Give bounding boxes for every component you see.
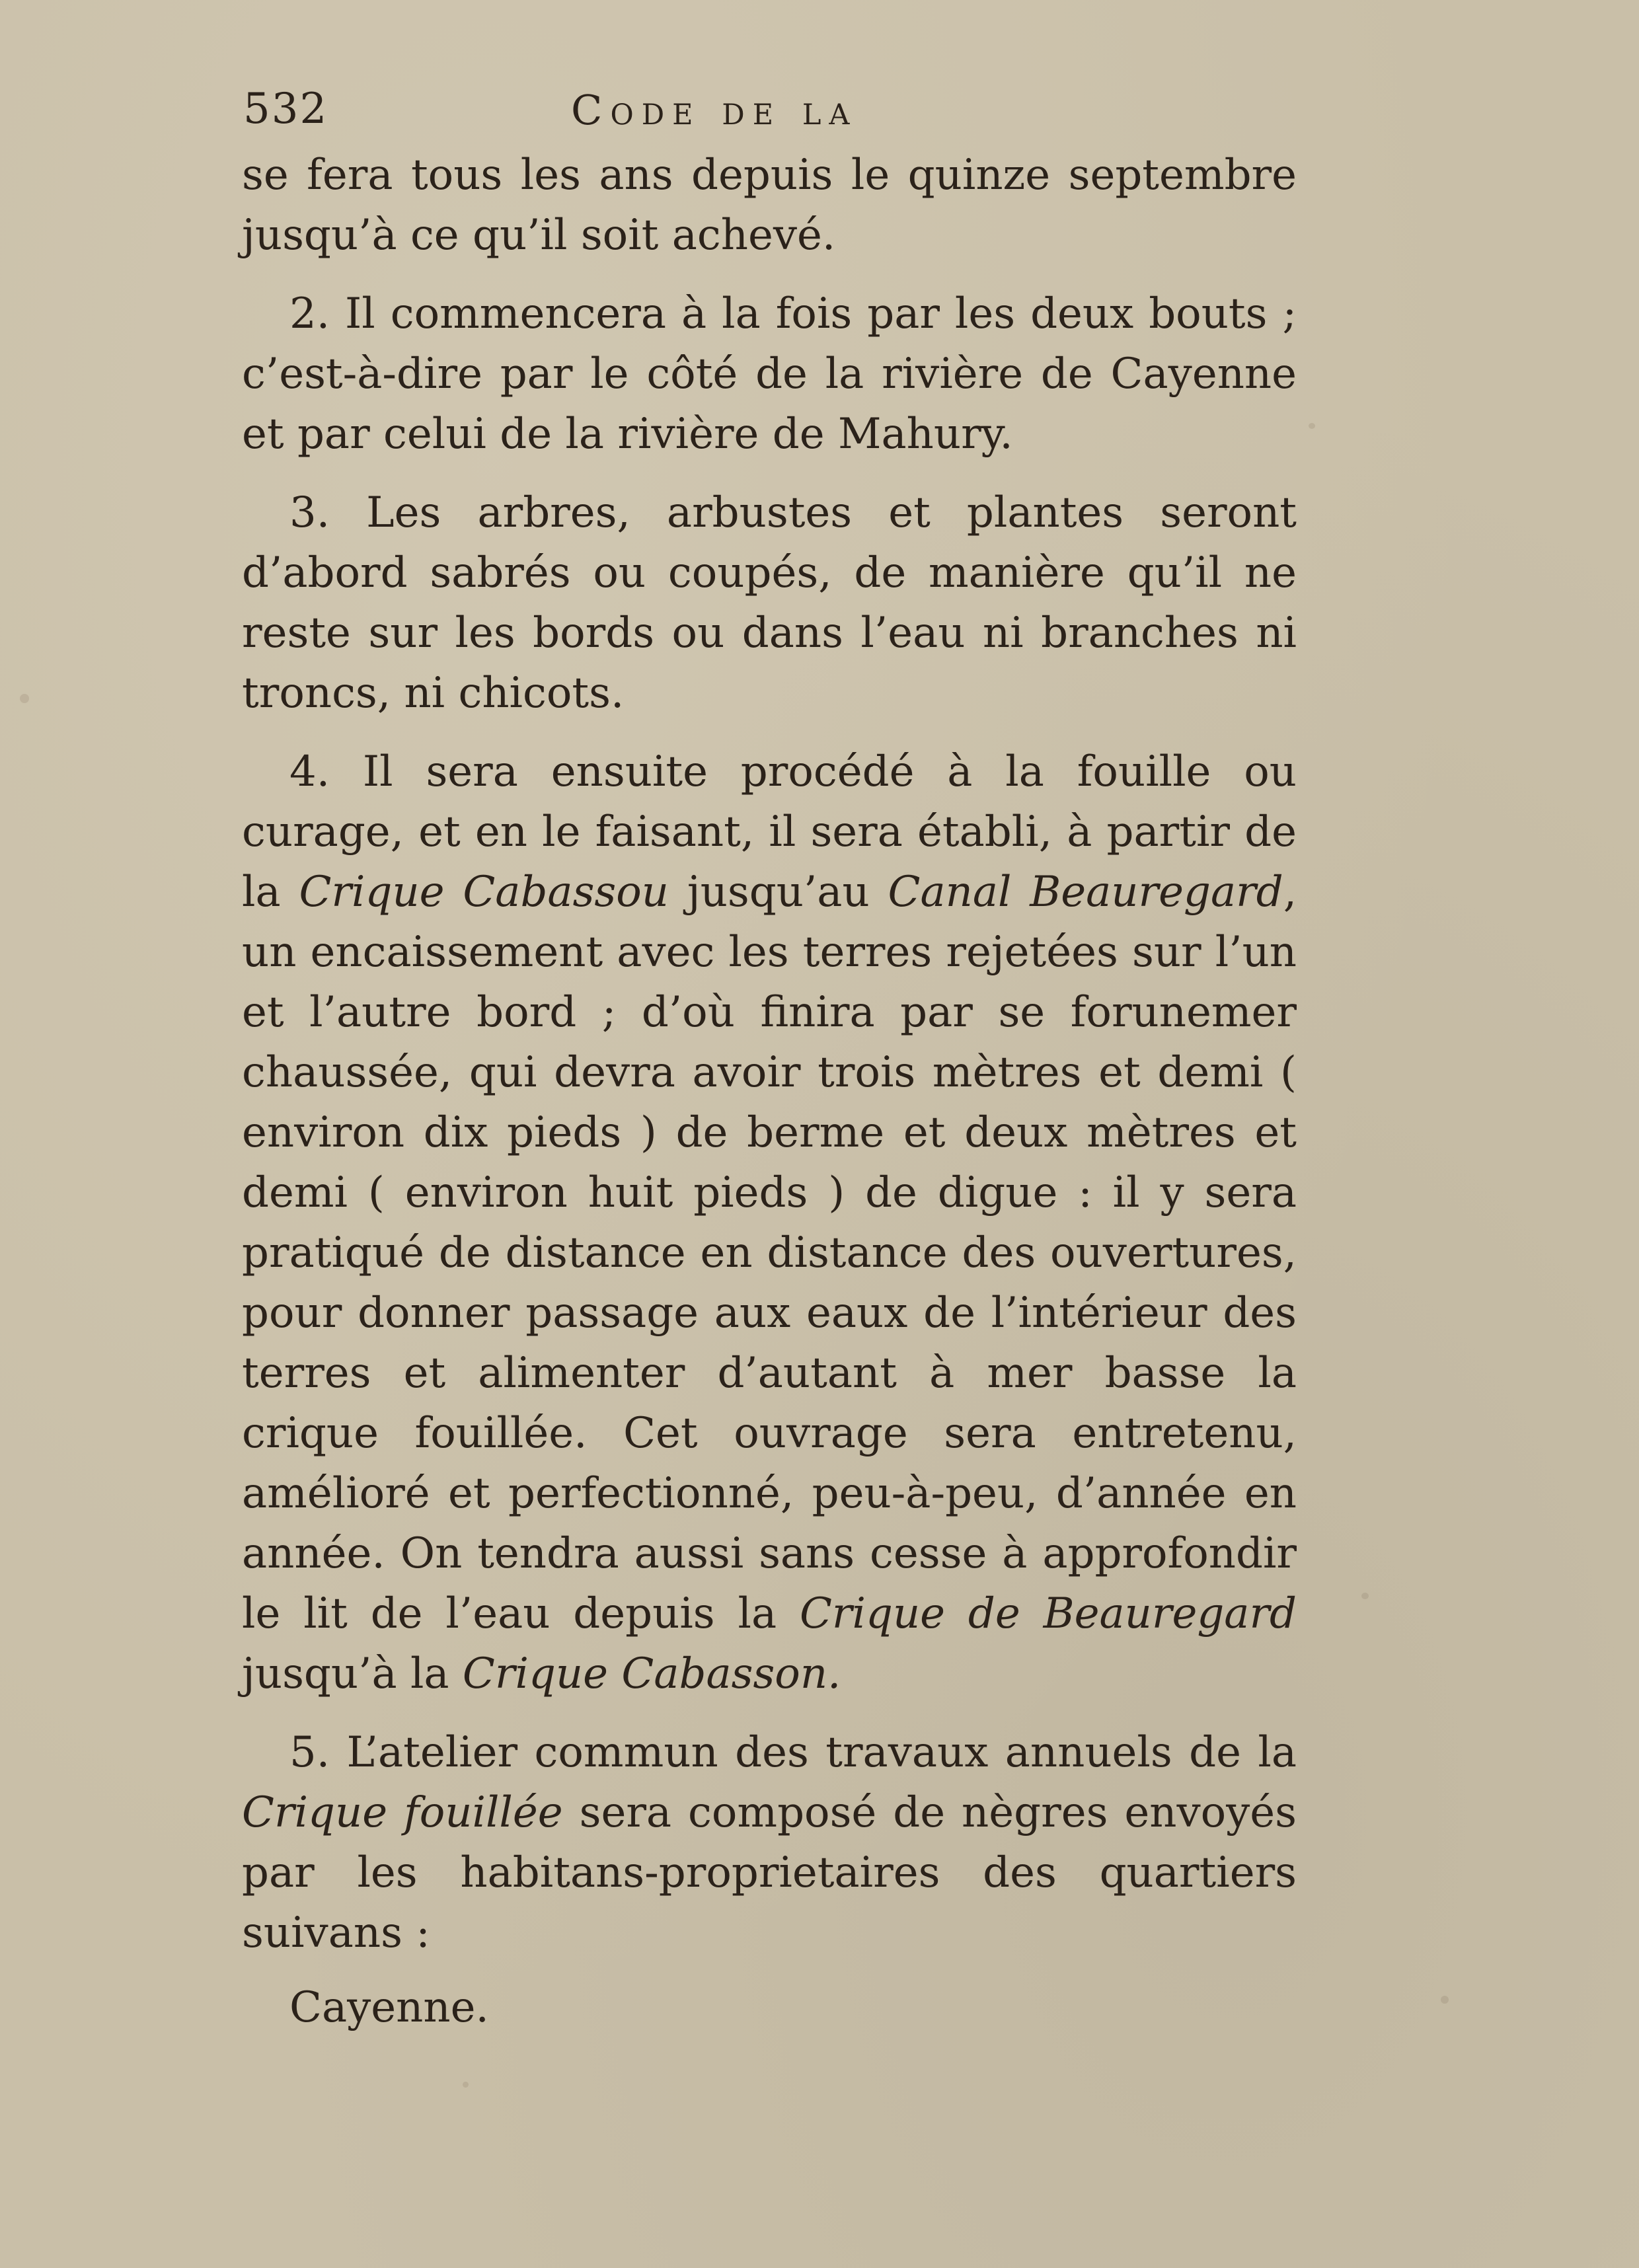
quarter-name: Cayenne. xyxy=(289,1983,489,2032)
article-4 xyxy=(242,742,1297,1704)
article-2: 2. Il commencera à la fois par les deux bouts ; c’est-à-dire par le côté de la rivière de Cayenne et par celui de la rivière de Mahury. xyxy=(242,289,1297,459)
article-4-text: 4. Il sera ensuite procédé à la fouille ou curage, et en le faisant, il sera établi, à partir de la xyxy=(242,747,1297,917)
paper-speck xyxy=(1361,1593,1369,1599)
article-4-text: jusqu’à la xyxy=(242,1649,449,1698)
place-crique-cabassou: Crique Cabassou xyxy=(299,868,669,917)
running-head xyxy=(243,85,1301,137)
place-crique-cabasson: Crique Cabasson. xyxy=(462,1649,841,1698)
paragraph-continuation: se fera tous les ans depuis le quinze septembre jusqu’à ce qu’il soit achevé. xyxy=(242,151,1297,260)
page-number: 532 xyxy=(243,85,328,133)
paper-speck xyxy=(20,694,29,703)
place-crique-de-beauregard: Crique de Beauregard xyxy=(799,1589,1297,1638)
paper-speck xyxy=(1309,423,1315,429)
paper-speck xyxy=(1441,1996,1449,2004)
place-crique-fouillee: Crique fouillée xyxy=(242,1788,563,1837)
article-5 xyxy=(242,1723,1297,1963)
article-4-text: jusqu’au xyxy=(687,868,870,917)
paper-speck xyxy=(463,2082,469,2088)
article-3: 3. Les arbres, arbustes et plantes seront d’abord sabrés ou coupés, de manière qu’il ne reste sur les bords ou dans l’eau ni branches ni troncs, ni chicots. xyxy=(242,488,1297,718)
article-5-text: sera composé de nègres envoyés par les habitans-proprietaires des quartiers suivans : xyxy=(242,1788,1297,1957)
body-text xyxy=(242,145,1297,2038)
running-head-title: Code de la xyxy=(571,86,858,134)
place-canal-beauregard: Canal Beauregard xyxy=(888,868,1283,917)
article-5-text: 5. L’atelier commun des travaux annuels de la xyxy=(289,1728,1297,1777)
article-4-text: , un encaissement avec les terres rejetées sur l’un et l’autre bord ; d’où finira par se forunemer chaussée, qui devra avoir trois mètres et demi ( environ dix pieds ) de berme et deux mètres et demi ( environ huit pieds ) de digue : il y sera pratiqué de distance en distance des ouvertures, pour donner passage aux eaux de l’intérieur des terres et alimenter d’autant à mer basse la crique fouillée. Cet ouvrage sera entretenu, amélioré et perfectionné, peu-à-peu, d’année en année. On tendra aussi sans cesse à approfondir le lit de l’eau depuis la xyxy=(242,868,1297,1638)
